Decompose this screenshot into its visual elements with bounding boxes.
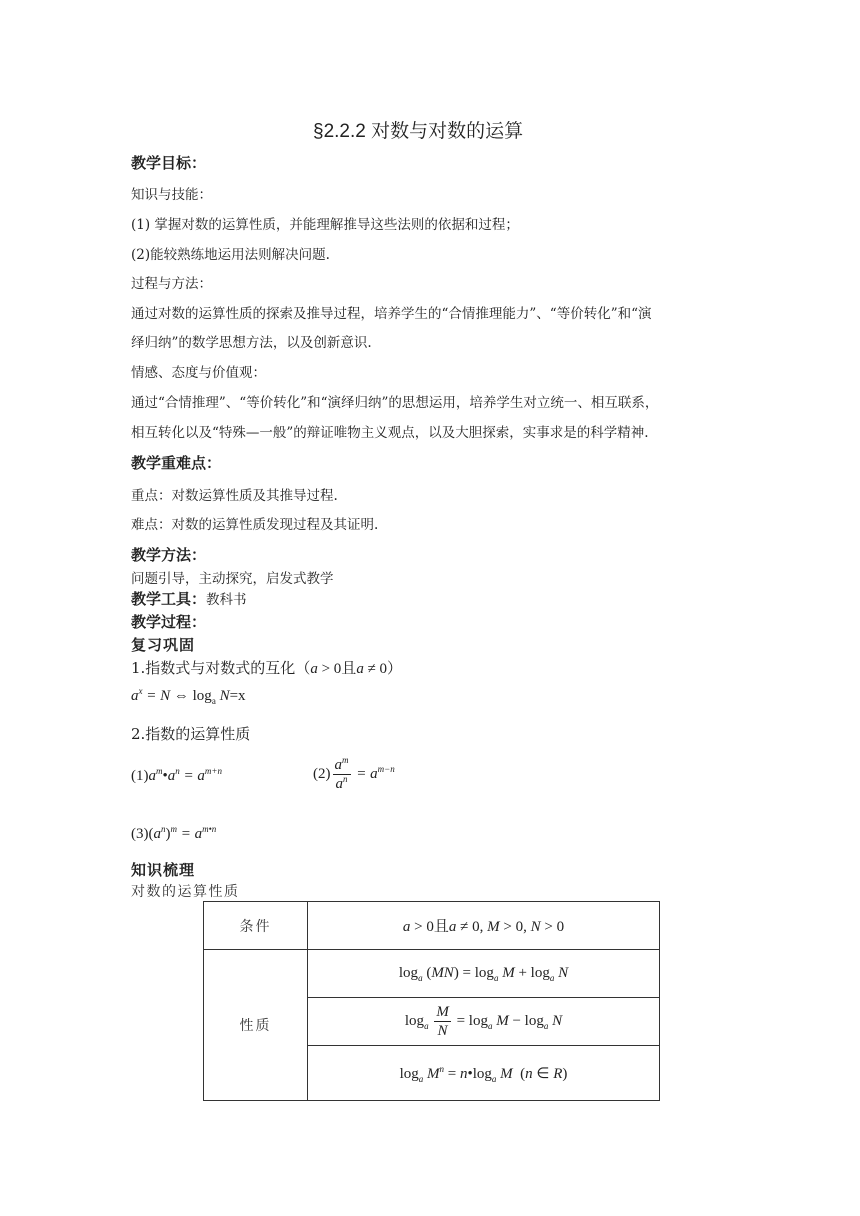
process-text-line-2: 绎归纳”的数学思想方法，以及创新意识. — [131, 335, 372, 351]
key-points-heading: 教学重难点： — [131, 454, 222, 472]
table-row — [204, 902, 660, 950]
review-heading: 复习巩固 — [131, 636, 196, 654]
sort-subheading: 对数的运算性质 — [131, 884, 240, 900]
process-heading: 教学过程： — [131, 613, 207, 631]
formula-exp-power: $(3)(a^n)^m = a^{m•n}$ — [131, 824, 217, 842]
key-point: 重点：对数运算性质及其推导过程. — [131, 488, 338, 504]
goals-heading: 教学目标： — [131, 154, 207, 172]
formula-exp-product: $(1)a^m•a^n = a^{m+n}$ — [131, 766, 222, 784]
review-item-1 — [131, 657, 402, 678]
formula-exp-quotient: (2) $\frac{a^m}{a^n}$ = $a^{m-n}$ — [313, 755, 395, 792]
emotion-label: 情感、态度与价值观： — [131, 365, 266, 381]
property-power: $\log_a M^n$ = $n•\log_a$ M (n ∈ R) — [308, 1046, 660, 1101]
formula-exp-log: $a^x = N$ ⇔ $\log_a N=x$ — [131, 686, 246, 706]
knowledge-label: 知识与技能： — [131, 187, 212, 203]
property-quotient: $\log_a$ $\frac{M}{N}$ = $\log_a M - \log_a N$ — [308, 998, 660, 1046]
review-item-2: 2.指数的运算性质 — [131, 725, 251, 743]
process-label: 过程与方法： — [131, 276, 212, 292]
sort-heading: 知识梳理 — [131, 861, 196, 879]
method-text: 问题引导，主动探究，启发式教学 — [131, 571, 334, 587]
condition-cell: a > 0且a ≠ 0, M > 0, N > 0 — [308, 902, 660, 950]
knowledge-item-1: (1) 掌握对数的运算性质，并能理解推导这些法则的依据和过程； — [131, 217, 519, 233]
property-product: $\log_a (MN) = \log_a M + \log_a N$ — [308, 950, 660, 998]
emotion-text-line-2: 相互转化以及“特殊—一般”的辩证唯物主义观点，以及大胆探索，实事求是的科学精神. — [131, 425, 649, 441]
tool-heading: 教学工具： — [131, 590, 207, 608]
method-heading: 教学方法： — [131, 546, 207, 564]
condition-label: 条件 — [204, 902, 308, 950]
knowledge-item-2: (2)能较熟练地运用法则解决问题. — [131, 247, 330, 263]
tool-text: 教科书 — [206, 592, 247, 608]
tool-line — [131, 588, 247, 609]
emotion-text-line-1: 通过“合情推理”、“等价转化”和“演绎归纳”的思想运用，培养学生对立统一、相互联系， — [131, 395, 659, 411]
page-title: §2.2.2 对数与对数的运算 — [313, 121, 524, 142]
property-label: 性质 — [204, 950, 308, 1101]
table-row — [204, 950, 660, 998]
difficult-point: 难点：对数的运算性质发现过程及其证明. — [131, 517, 379, 533]
log-properties-table — [203, 901, 660, 1101]
process-text-line-1: 通过对数的运算性质的探索及推导过程，培养学生的“合情推理能力”、“等价转化”和“演 — [131, 306, 652, 322]
review-1-text: 1.指数式与对数式的互化 — [131, 659, 296, 677]
review-1-condition: （a > 0且a ≠ 0） — [295, 661, 403, 677]
